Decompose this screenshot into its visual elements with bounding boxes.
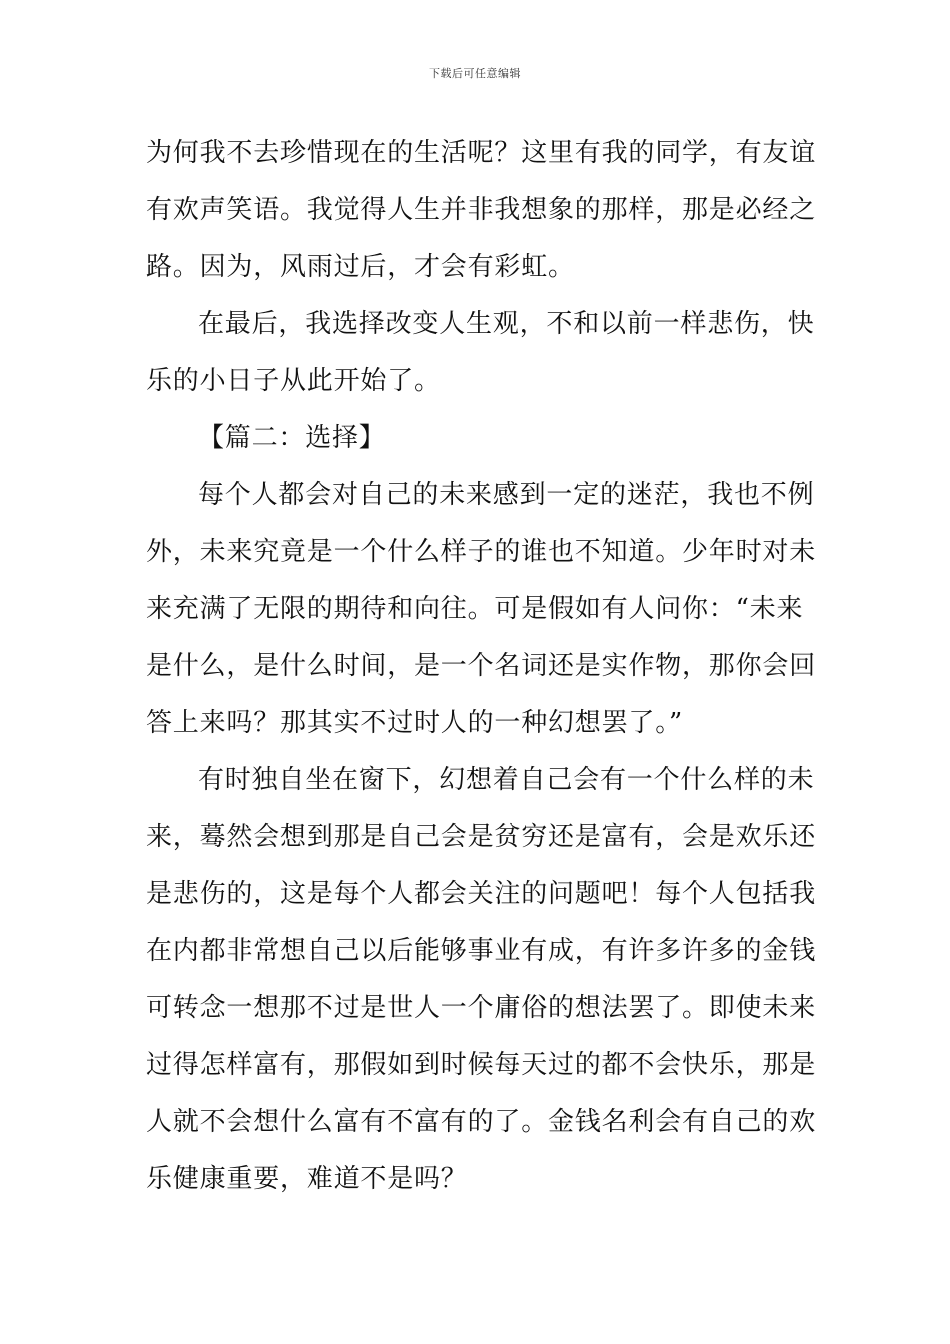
paragraph-first-line: 每个人都会对自己的未来感到一定的迷茫，我也不例: [198, 480, 815, 510]
text-line: 可转念一想那不过是世人一个庸俗的想法罢了。即使未来: [146, 993, 817, 1023]
text-line: 有欢声笑语。我觉得人生并非我想象的那样，那是必经之: [146, 195, 817, 225]
text-line: 路。因为，风雨过后，才会有彩虹。: [146, 252, 575, 282]
text-line: 来充满了无限的期待和向往。可是假如有人问你：“未来: [146, 594, 804, 624]
text-line: 来，蓦然会想到那是自己会是贫穷还是富有，会是欢乐还: [146, 822, 817, 852]
paragraph-first-line: 有时独自坐在窗下，幻想着自己会有一个什么样的未: [198, 765, 815, 795]
text-line: 人就不会想什么富有不富有的了。金钱名利会有自己的欢: [146, 1107, 817, 1137]
text-line: 乐健康重要，难道不是吗？: [146, 1164, 468, 1194]
page-header: 下载后可任意编辑: [429, 67, 521, 80]
text-line: 外，未来究竟是一个什么样子的谁也不知道。少年时对未: [146, 537, 817, 567]
text-line: 答上来吗？那其实不过时人的一种幻想罢了。”: [146, 708, 684, 738]
paragraph-first-line: 在最后，我选择改变人生观，不和以前一样悲伤，快: [198, 309, 815, 339]
text-line: 是什么，是什么时间，是一个名词还是实作物，那你会回: [146, 651, 817, 681]
text-line: 为何我不去珍惜现在的生活呢？这里有我的同学，有友谊: [146, 138, 817, 168]
section-heading: 【篇二：选择】: [198, 423, 386, 453]
text-line: 是悲伤的，这是每个人都会关注的问题吧！每个人包括我: [146, 879, 817, 909]
text-line: 乐的小日子从此开始了。: [146, 366, 441, 396]
text-line: 过得怎样富有，那假如到时候每天过的都不会快乐，那是: [146, 1050, 817, 1080]
text-line: 在内都非常想自己以后能够事业有成，有许多许多的金钱: [146, 936, 817, 966]
